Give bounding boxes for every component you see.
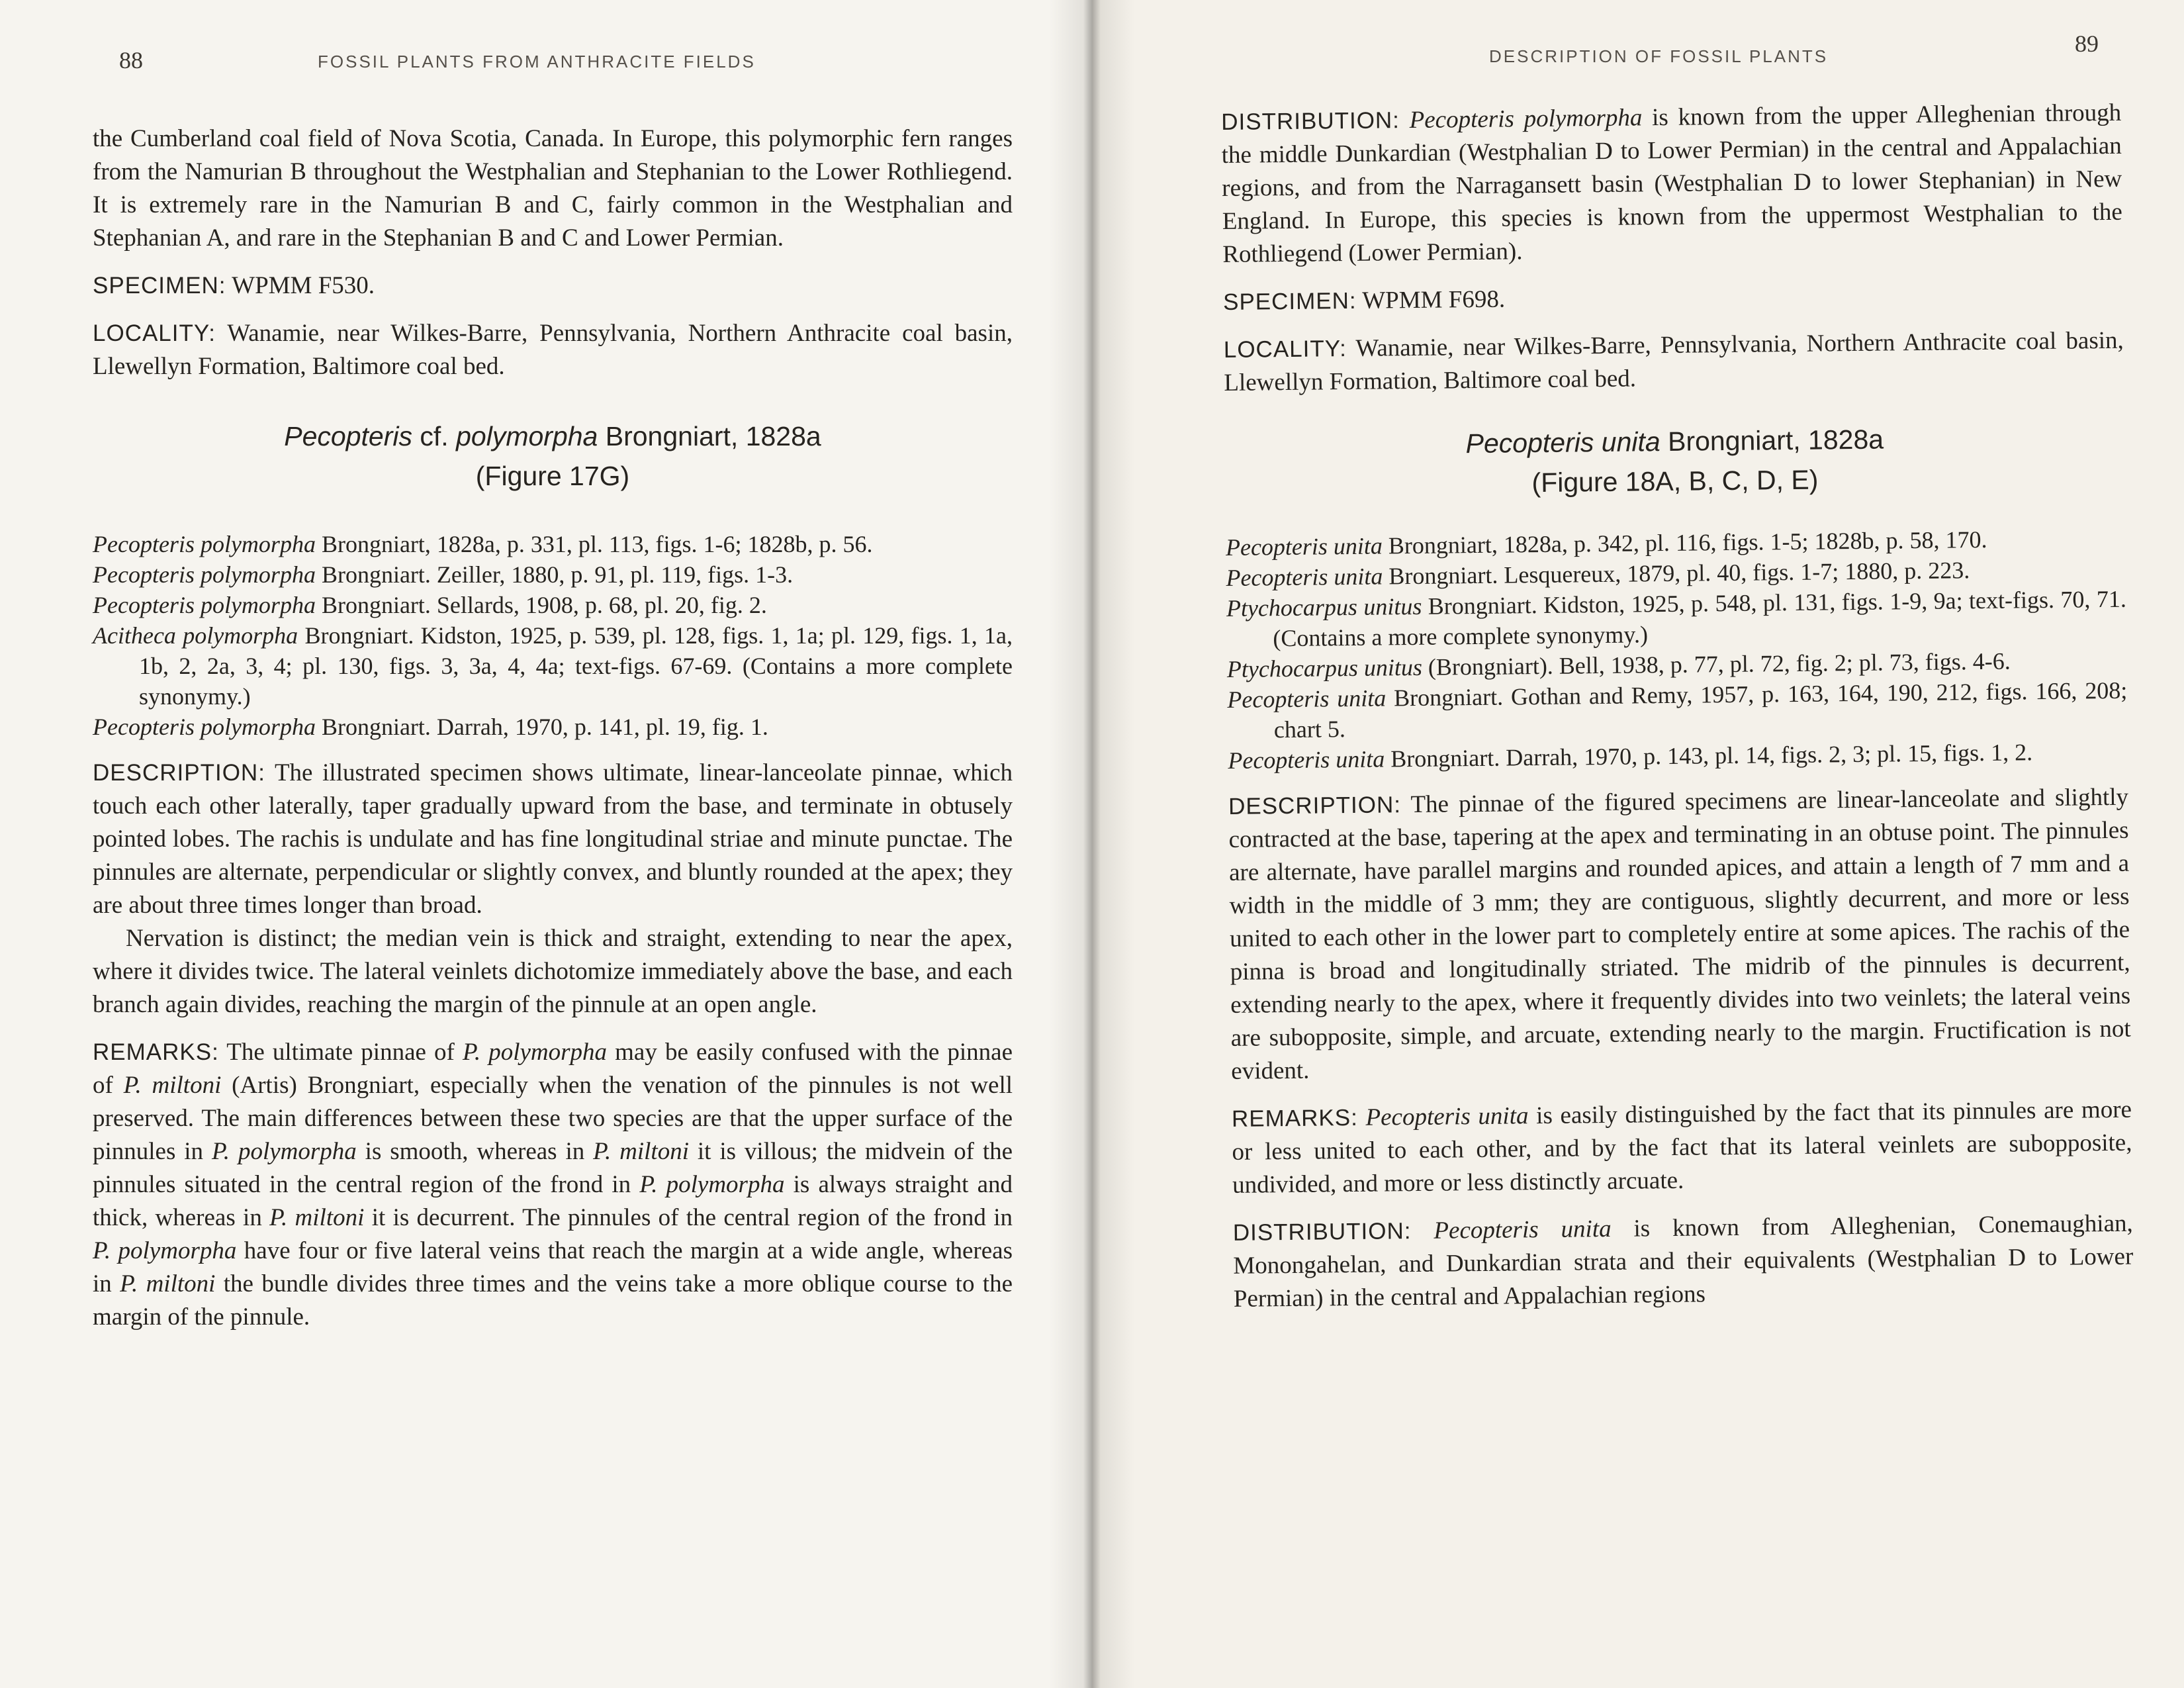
running-head-right: DESCRIPTION OF FOSSIL PLANTS bbox=[1489, 46, 1829, 66]
page-number-right: 89 bbox=[2075, 30, 2099, 57]
species-name: P. miltoni bbox=[269, 1204, 365, 1231]
synonym-name: Pecopteris unita bbox=[1228, 745, 1385, 774]
description-paragraph bbox=[93, 757, 1013, 922]
synonym-ref: (Brongniart). Bell, 1938, p. 77, pl. 72, fig. 2; pl. 73, figs. 4-6. bbox=[1428, 647, 2011, 680]
synonymy-entry bbox=[93, 590, 1013, 620]
distribution-text: is known from Alleghenian, Conemaughian, Monongahelan, and Dunkardian strata and their equivalents (Westphalian D to Lower Permian) in the central and Appalachian regions bbox=[1233, 1209, 2134, 1313]
locality-text: Wanamie, near Wilkes-Barre, Pennsylvania, Northern Anthracite coal basin, Llewellyn Formation, Baltimore coal bed. bbox=[93, 320, 1013, 380]
synonymy-entry bbox=[1226, 584, 2127, 654]
remarks-paragraph bbox=[1232, 1094, 2132, 1202]
remarks-text: may be easily confused with the pinnae of bbox=[93, 1039, 1013, 1099]
heading-genus: Pecopteris bbox=[284, 421, 412, 451]
remarks-text: The ultimate pinnae of bbox=[226, 1039, 463, 1066]
remarks-text: is smooth, whereas in bbox=[356, 1138, 594, 1165]
description-text: The pinnae of the figured specimens are linear-lanceolate and slightly contracted at the base, tapering at the apex and terminating in an obtuse point. The pinnules are alternate, have parallel margins and rounded apices, and attain a length of 7 mm and a width in the middle of 3 mm; they are contiguous, slightly decurrent, and more or less united to each other in the lower part to completely entire at some apices. The rachis of the pinna is broad and longitudinally striated. The midrib of the pinnules is decurrent, extending nearly to the apex, where it frequently divides into two veinlets; the lateral veins are subopposite, simple, and arcuate, extending nearly to the margin. Fructification is not evident. bbox=[1228, 783, 2131, 1085]
remarks-text: is easily distinguished by the fact that its pinnules are more or less united to each other, and by the fact that its lateral veinlets are subopposite, undivided, and more or less distinctly arcuate. bbox=[1232, 1096, 2132, 1199]
species-name: P. miltoni bbox=[120, 1270, 216, 1297]
remarks-text: have four or five lateral veins that reach the margin at a wide angle, whereas in bbox=[93, 1237, 1013, 1297]
heading-figure: (Figure 17G) bbox=[475, 461, 630, 491]
remarks-label: REMARKS: bbox=[93, 1039, 219, 1065]
running-head-left: FOSSIL PLANTS FROM ANTHRACITE FIELDS bbox=[318, 52, 756, 71]
specimen-text: WPMM F698. bbox=[1362, 285, 1506, 314]
right-body bbox=[1221, 97, 2134, 1316]
synonym-name: Ptychocarpus unitus bbox=[1226, 653, 1423, 682]
synonymy-entry bbox=[93, 620, 1013, 712]
nervation-paragraph: Nervation is distinct; the median vein is thick and straight, extending to near the apex, where it divides twice. The lateral veinlets dichotomize immediately above the base, and each branch again divides, reaching the margin of the pinnule at an open angle. bbox=[93, 925, 1013, 1018]
synonym-ref: Brongniart. Sellards, 1908, p. 68, pl. 20, fig. 2. bbox=[321, 592, 767, 618]
heading-species: polymorpha bbox=[456, 421, 598, 451]
remarks-text: (Artis) Brongniart, especially when the venation of the pinnules is not well preserved. The main differences between these two species are that the upper surface of the pinnules in bbox=[93, 1072, 1013, 1165]
species-name: P. polymorpha bbox=[211, 1138, 357, 1165]
synonymy-entry bbox=[93, 529, 1013, 559]
species-name: Pecopteris unita bbox=[1433, 1215, 1612, 1244]
remarks-text: it is decurrent. The pinnules of the central region of the frond in bbox=[364, 1204, 1013, 1231]
heading-cf: cf. bbox=[420, 421, 449, 451]
specimen-line bbox=[93, 269, 1013, 303]
locality-text: Wanamie, near Wilkes-Barre, Pennsylvania, Northern Anthracite coal basin, Llewellyn Formation, Baltimore coal bed. bbox=[1224, 326, 2124, 397]
synonymy-entry bbox=[1227, 675, 2128, 745]
distribution-label: DISTRIBUTION: bbox=[1232, 1218, 1412, 1246]
heading-author: Brongniart, 1828a bbox=[605, 421, 821, 451]
section-heading bbox=[93, 416, 1013, 496]
description-label: DESCRIPTION: bbox=[93, 760, 265, 786]
heading-genus: Pecopteris bbox=[1465, 427, 1594, 459]
specimen-line bbox=[1223, 277, 2123, 319]
species-name: P. miltoni bbox=[593, 1138, 689, 1165]
specimen-label: SPECIMEN: bbox=[93, 273, 226, 299]
synonymy-entry bbox=[93, 712, 1013, 742]
species-name: P. miltoni bbox=[123, 1072, 222, 1099]
synonym-name: Pecopteris unita bbox=[1227, 684, 1387, 713]
description-paragraph bbox=[1228, 781, 2132, 1088]
synonym-name: Pecopteris unita bbox=[1225, 532, 1383, 561]
species-name: Pecopteris polymorpha bbox=[1409, 104, 1643, 134]
specimen-label: SPECIMEN: bbox=[1222, 287, 1357, 315]
book-gutter-shadow bbox=[1049, 0, 1135, 1688]
synonym-ref: Brongniart. Lesquereux, 1879, pl. 40, figs. 1-7; 1880, p. 223. bbox=[1388, 557, 1970, 590]
distribution-paragraph bbox=[1221, 97, 2123, 271]
synonym-name: Pecopteris unita bbox=[1226, 563, 1383, 591]
description-label: DESCRIPTION: bbox=[1228, 792, 1402, 820]
left-body bbox=[93, 122, 1013, 1334]
distribution-label: DISTRIBUTION: bbox=[1221, 107, 1400, 135]
heading-species: unita bbox=[1601, 426, 1661, 458]
section-heading bbox=[1224, 417, 2125, 506]
synonymy-entry bbox=[93, 559, 1013, 590]
remarks-text: the bundle divides three times and the veins take a more oblique course to the margin of the pinnule. bbox=[93, 1270, 1013, 1331]
synonym-ref: Brongniart. Kidston, 1925, p. 548, pl. 131, figs. 1-9, 9a; text-figs. 70, 71. (Contains a more complete synonymy.) bbox=[1273, 585, 2127, 652]
synonymy-list bbox=[93, 529, 1013, 742]
locality-paragraph bbox=[93, 317, 1013, 383]
synonym-ref: Brongniart, 1828a, p. 342, pl. 116, figs. 1-5; 1828b, p. 58, 170. bbox=[1388, 526, 1987, 559]
distribution-paragraph-2 bbox=[1233, 1207, 2134, 1316]
heading-figure: (Figure 18A, B, C, D, E) bbox=[1531, 464, 1819, 498]
synonym-name: Pecopteris polymorpha bbox=[93, 561, 316, 588]
remarks-paragraph bbox=[93, 1036, 1013, 1334]
synonym-name: Pecopteris polymorpha bbox=[93, 592, 316, 618]
remarks-label: REMARKS: bbox=[1231, 1104, 1359, 1132]
synonym-ref: Brongniart. Darrah, 1970, p. 143, pl. 14, figs. 2, 3; pl. 15, figs. 1, 2. bbox=[1390, 739, 2033, 773]
remarks-text: it is villous; the midvein of the pinnules situated in the central region of the frond in bbox=[93, 1138, 1013, 1198]
intro-paragraph: the Cumberland coal field of Nova Scotia, Canada. In Europe, this polymorphic fern ranges from the Namurian B throughout the Westphalian and Stephanian to the Lower Rothliegend. It is extremely rare in the Namurian B and C, fairly common in the Westphalian and Stephanian A, and rare in the Stephanian B and C and Lower Permian. bbox=[93, 125, 1013, 252]
heading-author: Brongniart, 1828a bbox=[1667, 424, 1884, 457]
description-text: The illustrated specimen shows ultimate, linear-lanceolate pinnae, which touch each other laterally, taper gradually upward from the base, and terminate in obtusely pointed lobes. The rachis is undulate and has fine longitudinal striae and minute punctae. The pinnules are alternate, perpendicular or slightly convex, and bluntly rounded at the apex; they are about three times longer than broad. bbox=[93, 759, 1013, 919]
specimen-text: WPMM F530. bbox=[232, 272, 375, 299]
synonym-ref: Brongniart. Darrah, 1970, p. 141, pl. 19, fig. 1. bbox=[321, 714, 768, 740]
synonym-name: Acitheca polymorpha bbox=[93, 622, 298, 649]
synonymy-list bbox=[1226, 523, 2128, 776]
locality-label: LOCALITY: bbox=[1223, 336, 1347, 363]
synonym-ref: Brongniart. Zeiller, 1880, p. 91, pl. 119, figs. 1-3. bbox=[321, 561, 794, 588]
locality-paragraph bbox=[1224, 324, 2124, 400]
species-name: Pecopteris unita bbox=[1365, 1102, 1529, 1131]
species-name: P. polymorpha bbox=[463, 1039, 608, 1066]
synonym-name: Ptychocarpus unitus bbox=[1226, 592, 1422, 622]
species-name: P. polymorpha bbox=[639, 1171, 785, 1198]
synonym-name: Pecopteris polymorpha bbox=[93, 714, 316, 740]
species-name: P. polymorpha bbox=[93, 1237, 237, 1264]
remarks-text: is always straight and thick, whereas in bbox=[93, 1171, 1013, 1231]
synonym-ref: Brongniart. Gothan and Remy, 1957, p. 163, 164, 190, 212, figs. 166, 208; chart 5. bbox=[1273, 677, 2128, 743]
synonym-ref: Brongniart, 1828a, p. 331, pl. 113, figs. 1-6; 1828b, p. 56. bbox=[321, 531, 873, 557]
synonym-name: Pecopteris polymorpha bbox=[93, 531, 316, 557]
synonym-ref: Brongniart. Kidston, 1925, p. 539, pl. 128, figs. 1, 1a; pl. 129, figs. 1, 1a, 1b, 2, 2a, 3, 4; pl. 130, figs. 3, 3a, 4, 4a; text-figs. 67-69. (Contains a more complete synonymy.) bbox=[139, 622, 1013, 710]
page-number-left: 88 bbox=[119, 47, 143, 73]
distribution-text: is known from the upper Alleghenian through the middle Dunkardian (Westphalian D to Lower Permian) in the central and Appalachian regions, and from the Narragansett basin (Westphalian D to lower Stephanian) in New England. In Europe, this species is known from the uppermost Westphalian to the Rothliegend (Lower Permian). bbox=[1221, 99, 2122, 268]
locality-label: LOCALITY: bbox=[93, 320, 216, 346]
